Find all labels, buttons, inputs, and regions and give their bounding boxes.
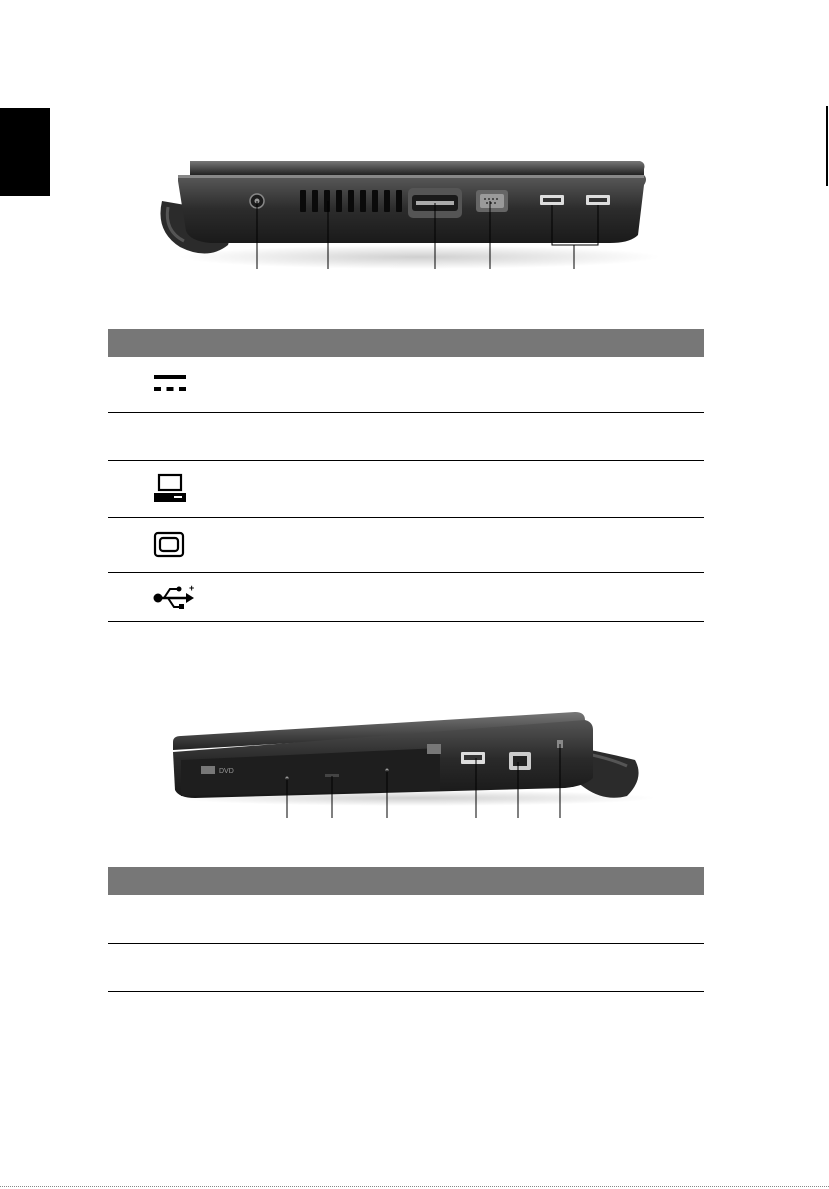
computer-docking-icon	[152, 473, 188, 505]
usb-icon	[152, 583, 196, 611]
table-header	[108, 329, 704, 357]
dc-power-icon	[152, 371, 188, 397]
left-view-photo	[150, 135, 670, 285]
right-view-table	[108, 867, 704, 992]
table-row	[108, 413, 704, 461]
external-display-icon	[152, 531, 188, 559]
svg-text:+: +	[189, 583, 195, 593]
table-row	[108, 518, 704, 573]
table-row	[108, 944, 704, 992]
right-view-photo	[165, 700, 665, 830]
table-row	[108, 573, 704, 622]
left-view-illustration	[150, 135, 670, 285]
table-row	[108, 895, 704, 944]
table-row	[108, 461, 704, 518]
table-header	[108, 867, 704, 895]
margin-rule	[826, 106, 828, 186]
page-bottom-rule	[0, 1186, 829, 1187]
svg-text:DVD: DVD	[219, 768, 234, 775]
table-row	[108, 357, 704, 413]
left-view-table	[108, 329, 704, 622]
section-tab	[0, 108, 50, 196]
right-view-illustration	[165, 700, 665, 830]
